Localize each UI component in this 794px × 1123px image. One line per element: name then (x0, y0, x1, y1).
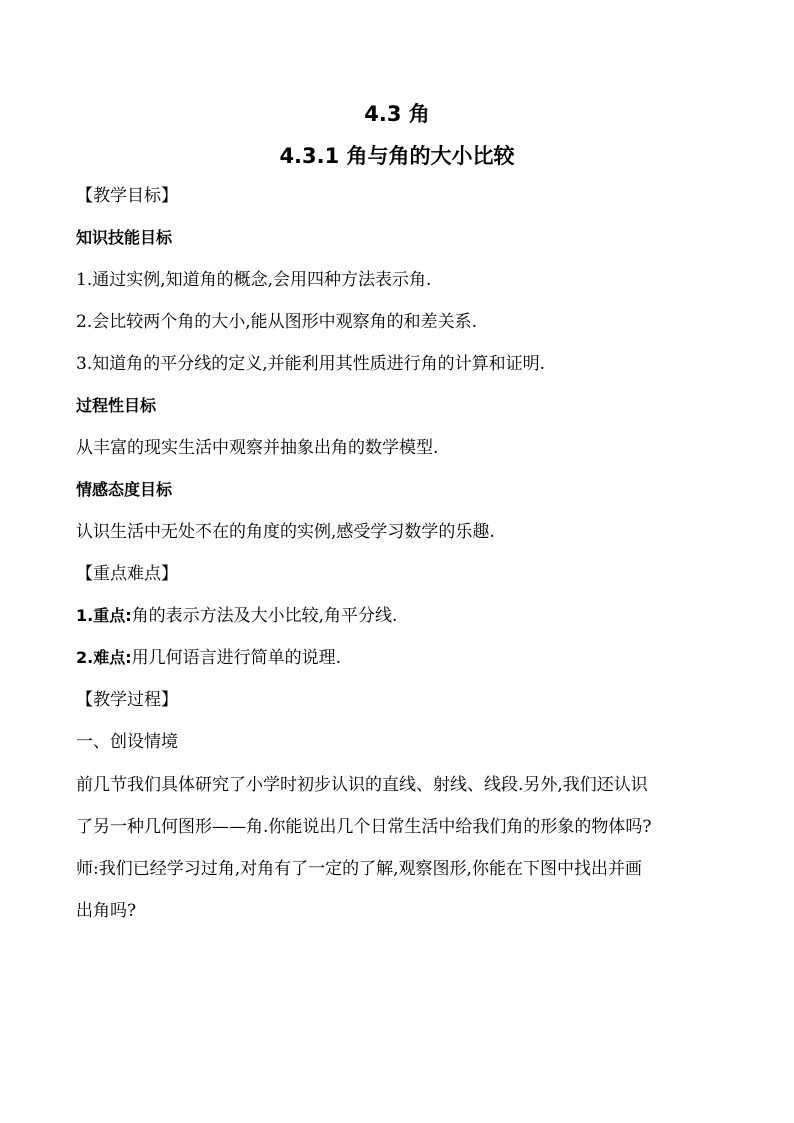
key-point-label: 1.重点: (76, 606, 132, 625)
intro-paragraph (76, 764, 718, 932)
knowledge-item-3: 3.知道角的平分线的定义,并能利用其性质进行角的计算和证明. (76, 354, 546, 374)
difficulty-item (76, 646, 718, 670)
teaching-process-heading: 【教学过程】 (76, 690, 178, 710)
teacher-paragraph-line: 出角吗? (76, 901, 137, 921)
knowledge-heading: 知识技能目标 (76, 228, 173, 247)
process-goal-heading: 过程性目标 (76, 396, 157, 415)
intro-paragraph-line: 前几节我们具体研究了小学时初步认识的直线、射线、线段.另外,我们还认识 (76, 775, 648, 795)
section-scenario-heading: 一、创设情境 (76, 732, 178, 752)
key-point-text: 角的表示方法及大小比较,角平分线. (131, 606, 398, 626)
teacher-paragraph-line: 师:我们已经学习过角,对角有了一定的了解,观察图形,你能在下图中找出并画 (76, 859, 642, 879)
lesson-title: 4.3 角 (364, 102, 430, 126)
difficulty-text: 用几何语言进行简单的说理. (131, 648, 342, 668)
difficulty-label: 2.难点: (76, 648, 132, 667)
knowledge-item-2: 2.会比较两个角的大小,能从图形中观察角的和差关系. (76, 312, 478, 332)
knowledge-item-1: 1.通过实例,知道角的概念,会用四种方法表示角. (76, 270, 432, 290)
objectives-heading: 【教学目标】 (76, 186, 178, 206)
emotion-goal-text: 认识生活中无处不在的角度的实例,感受学习数学的乐趣. (76, 522, 495, 542)
key-point-item-1 (76, 604, 718, 628)
intro-paragraph-line: 了另一种几何图形——角.你能说出几个日常生活中给我们角的形象的物体吗? (76, 817, 652, 837)
key-points-heading: 【重点难点】 (76, 564, 178, 584)
process-goal-text: 从丰富的现实生活中观察并抽象出角的数学模型. (76, 438, 439, 458)
emotion-goal-heading: 情感态度目标 (76, 480, 173, 499)
lesson-subtitle: 4.3.1 角与角的大小比较 (279, 144, 515, 168)
